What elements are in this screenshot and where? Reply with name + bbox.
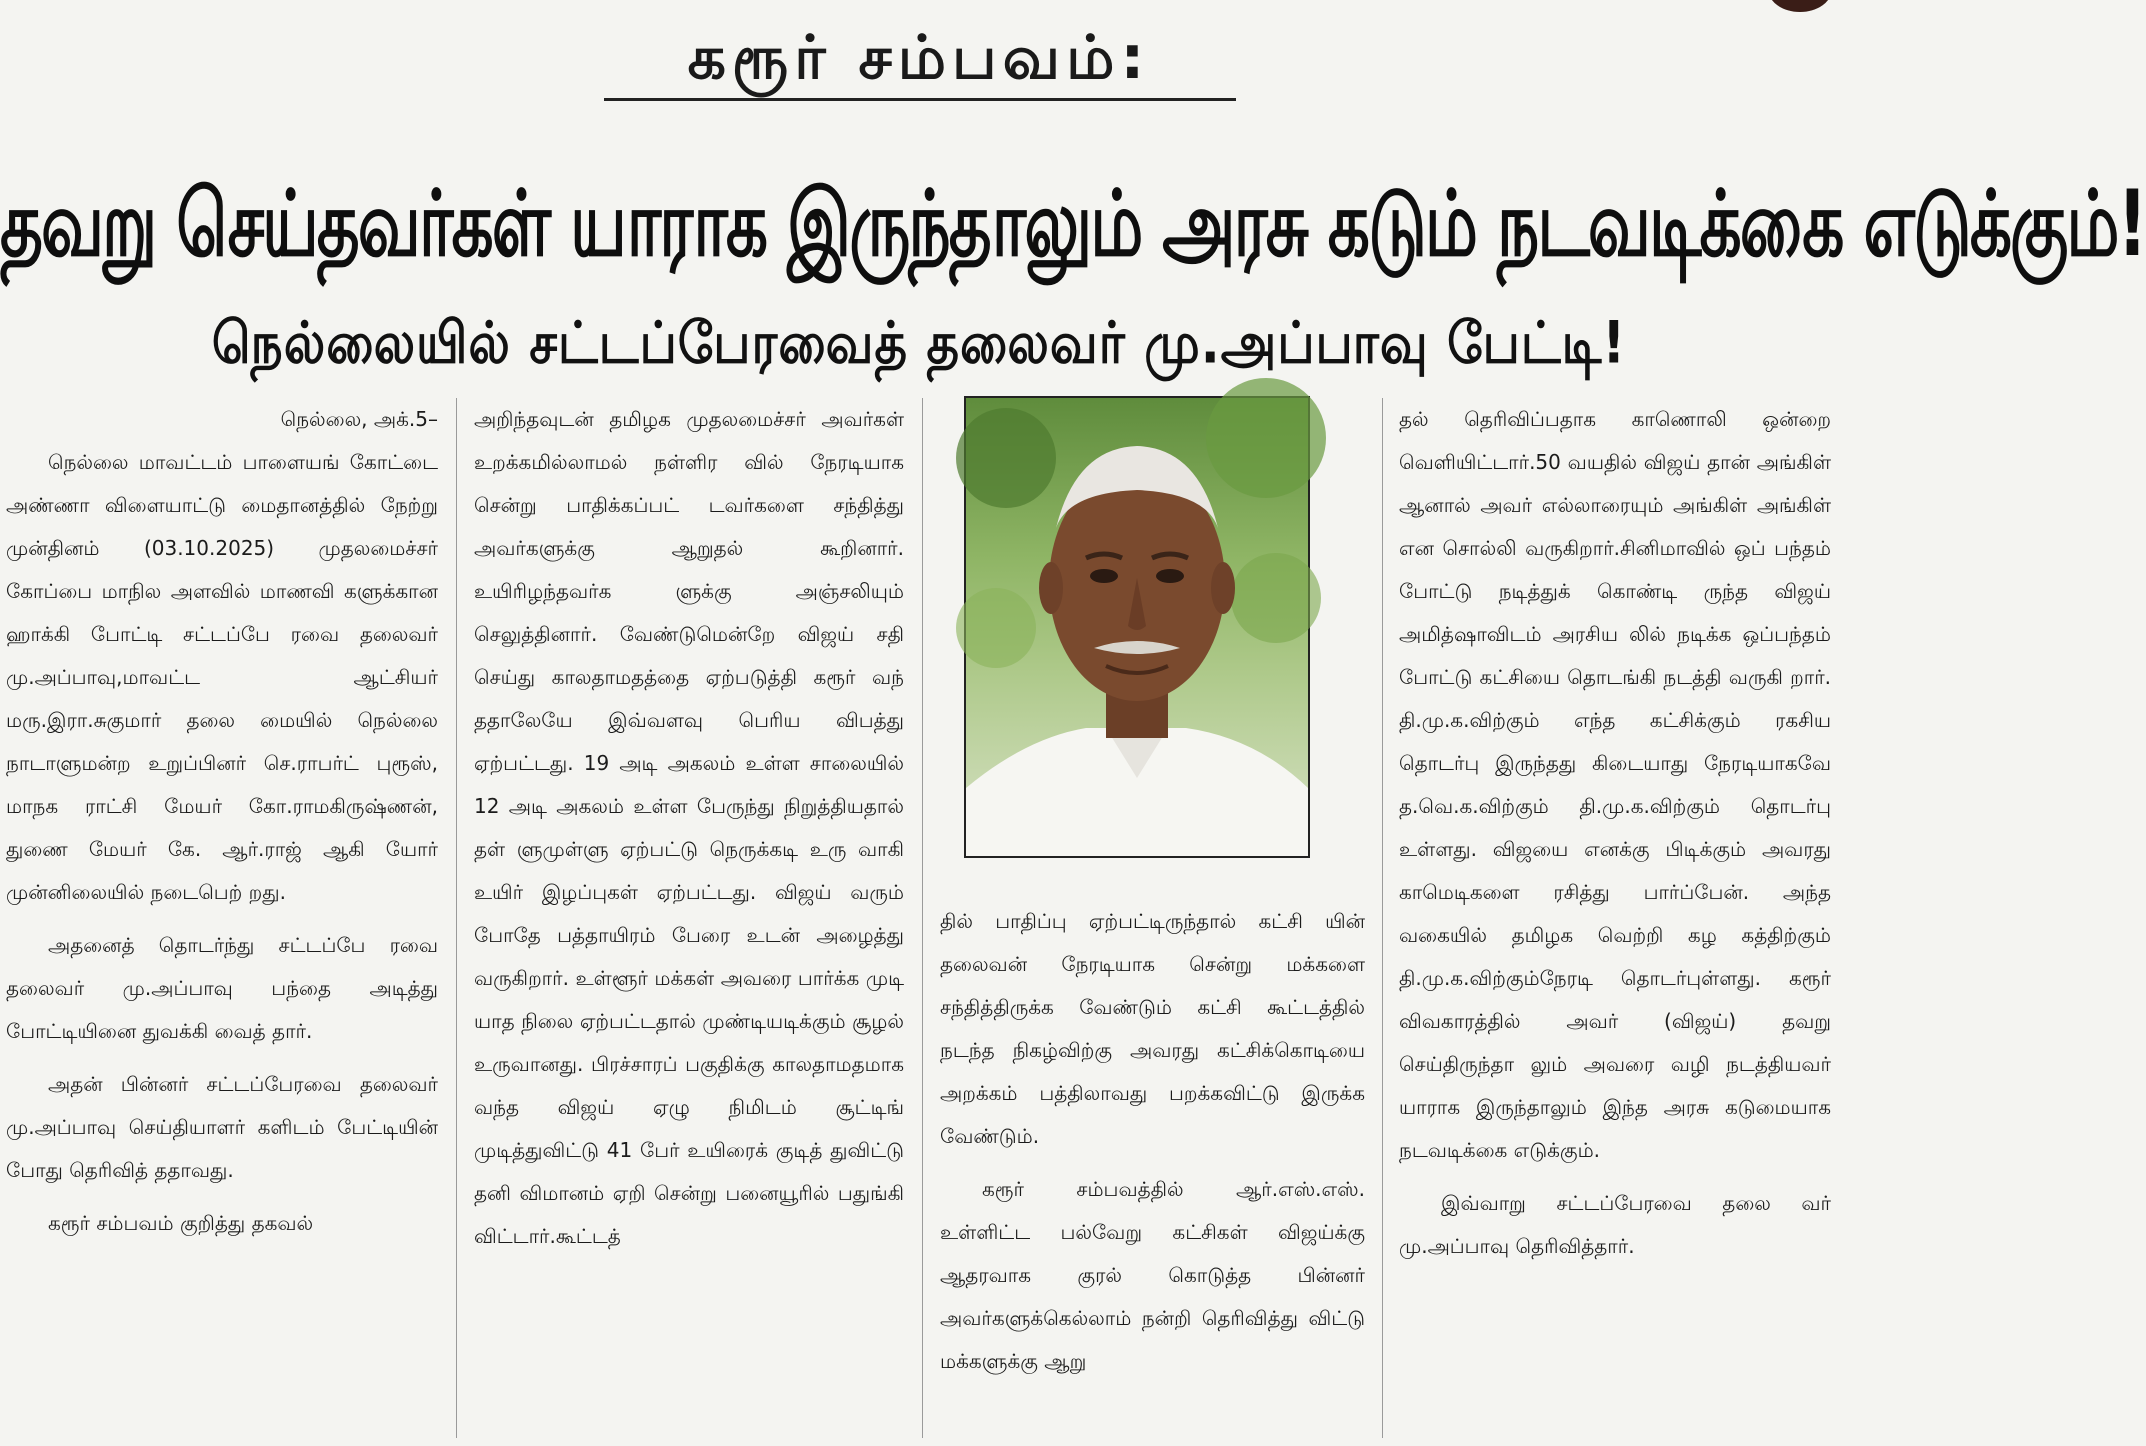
paragraph: நெல்லை மாவட்டம் பாளையங் கோட்டை அண்ணா விளையாட்டு மைதானத்தில் நேற்று முன்தினம் (03.10.2025) முதலமைச்சர் கோப்பை மாநில அளவில் மாணவி களுக்கான ஹாக்கி போட்டி சட்டப்பே ரவை தலைவர் மு.அப்பாவு,மாவட்ட ஆட்சியர் மரு.இரா.சுகுமார் தலை மையில் நெல்லை நாடாளுமன்ற உறுப்பினர் செ.ராபர்ட் புரூஸ், மாநக ராட்சி மேயர் கோ.ராமகிருஷ்ணன், துணை மேயர் கே. ஆர்.ராஜ் ஆகி யோர் முன்னிலையில் நடைபெற் றது. bbox=[6, 450, 438, 904]
paragraph: அதன் பின்னர் சட்டப்பேரவை தலைவர் மு.அப்பாவு செய்தியாளர் களிடம் பேட்டியின் போது தெரிவித் ததாவது. bbox=[6, 1072, 438, 1182]
paragraph: கரூர் சம்பவம் குறித்து தகவல் bbox=[48, 1211, 314, 1235]
kicker-title: கரூர் சம்பவம்: bbox=[687, 23, 1151, 93]
paragraph: தல் தெரிவிப்பதாக காணொலி ஒன்றை வெளியிட்டார்.50 வயதில் விஜய் தான் அங்கிள் ஆனால் அவர் எல்லாரையும் அங்கிள் அங்கிள் என சொல்லி வருகிறார்.சினிமாவில் ஒப் பந்தம் போட்டு நடித்துக் கொண்டி ருந்த விஜய் அமித்ஷாவிடம் அரசிய லில் நடிக்க ஒப்பந்தம் போட்டு கட்சியை தொடங்கி நடத்தி வருகி றார். தி.மு.க.விற்கும் எந்த கட்சிக்கும் ரகசிய தொடர்பு இருந்தது கிடையாது நேரடியாகவே த.வெ.க.விற்கும் தி.மு.க.விற்கும் தொடர்பு உள்ளது. விஜயை எனக்கு பிடிக்கும் அவரது காமெடிகளை ரசித்து பார்ப்பேன். அந்த வகையில் தமிழக வெற்றி கழ கத்திற்கும் தி.மு.க.விற்கும்நேரடி தொடர்புள்ளது. கரூர் விவகாரத்தில் அவர் (விஜய்) தவறு செய்திருந்தா லும் அவரை வழி நடத்தியவர் யாராக இருந்தாலும் இந்த அரசு கடுமையாக நடவடிக்கை எடுக்கும். bbox=[1399, 407, 1831, 1162]
headline: தவறு செய்தவர்கள் யாராக இருந்தாலும் அரசு கடும் நடவடிக்கை எடுக்கும்! bbox=[0, 170, 2146, 278]
kicker-underline bbox=[604, 98, 1236, 101]
portrait-photo bbox=[964, 396, 1310, 858]
column-divider bbox=[456, 398, 457, 1438]
article-column-4 bbox=[1399, 398, 1831, 1278]
column-divider bbox=[922, 398, 923, 1438]
article-column-2 bbox=[474, 398, 904, 1268]
paragraph: தில் பாதிப்பு ஏற்பட்டிருந்தால் கட்சி யின் தலைவன் நேரடியாக சென்று மக்களை சந்தித்திருக்க வேண்டும் கட்சி கூட்டத்தில் நடந்த நிகழ்விற்கு அவரது கட்சிக்கொடியை அறக்கம் பத்திலாவது பறக்கவிட்டு இருக்க வேண்டும். bbox=[940, 909, 1365, 1148]
paragraph: அதனைத் தொடர்ந்து சட்டப்பே ரவை தலைவர் மு.அப்பாவு பந்தை அடித்து போட்டியினை துவக்கி வைத் தார். bbox=[6, 933, 438, 1043]
corner-logo-mark bbox=[1768, 0, 1832, 12]
subheadline: நெல்லையில் சட்டப்பேரவைத் தலைவர் மு.அப்பாவு பேட்டி! bbox=[211, 309, 1627, 377]
column-divider bbox=[1382, 398, 1383, 1438]
dateline: நெல்லை, அக்.5– bbox=[280, 407, 438, 431]
article-column-1 bbox=[6, 398, 438, 1255]
article-column-3 bbox=[940, 900, 1365, 1393]
portrait-illustration bbox=[966, 398, 1308, 856]
paragraph: கரூர் சம்பவத்தில் ஆர்.எஸ்.எஸ். உள்ளிட்ட பல்வேறு கட்சிகள் விஜய்க்கு ஆதரவாக குரல் கொடுத்த பின்னர் அவர்களுக்கெல்லாம் நன்றி தெரிவித்து விட்டு மக்களுக்கு ஆறு bbox=[940, 1177, 1365, 1373]
paragraph: அறிந்தவுடன் தமிழக முதலமைச்சர் அவர்கள் உறக்கமில்லாமல் நள்ளிர வில் நேரடியாக சென்று பாதிக்கப்பட் டவர்களை சந்தித்து அவர்களுக்கு ஆறுதல் கூறினார். உயிரிழந்தவர்க ளுக்கு அஞ்சலியும் செலுத்தினார். வேண்டுமென்றே விஜய் சதி செய்து காலதாமதத்தை ஏற்படுத்தி கரூர் வந் ததாலேயே இவ்வளவு பெரிய விபத்து ஏற்பட்டது. 19 அடி அகலம் உள்ள சாலையில் 12 அடி அகலம் உள்ள பேருந்து நிறுத்தியதால் தள் ளுமுள்ளு ஏற்பட்டு நெருக்கடி உரு வாகி உயிர் இழப்புகள் ஏற்பட்டது. விஜய் வரும் போதே பத்தாயிரம் பேரை உடன் அழைத்து வருகிறார். உள்ளூர் மக்கள் அவரை பார்க்க முடி யாத நிலை ஏற்பட்டதால் முண்டியடிக்கும் சூழல் உருவானது. பிரச்சாரப் பகுதிக்கு காலதாமதமாக வந்த விஜய் ஏழு நிமிடம் சூட்டிங் முடித்துவிட்டு 41 பேர் உயிரைக் குடித் துவிட்டு தனி விமானம் ஏறி சென்று பனையூரில் பதுங்கி விட்டார்.கூட்டத் bbox=[474, 407, 904, 1248]
paragraph: இவ்வாறு சட்டப்பேரவை தலை வர் மு.அப்பாவு தெரிவித்தார். bbox=[1399, 1191, 1831, 1258]
